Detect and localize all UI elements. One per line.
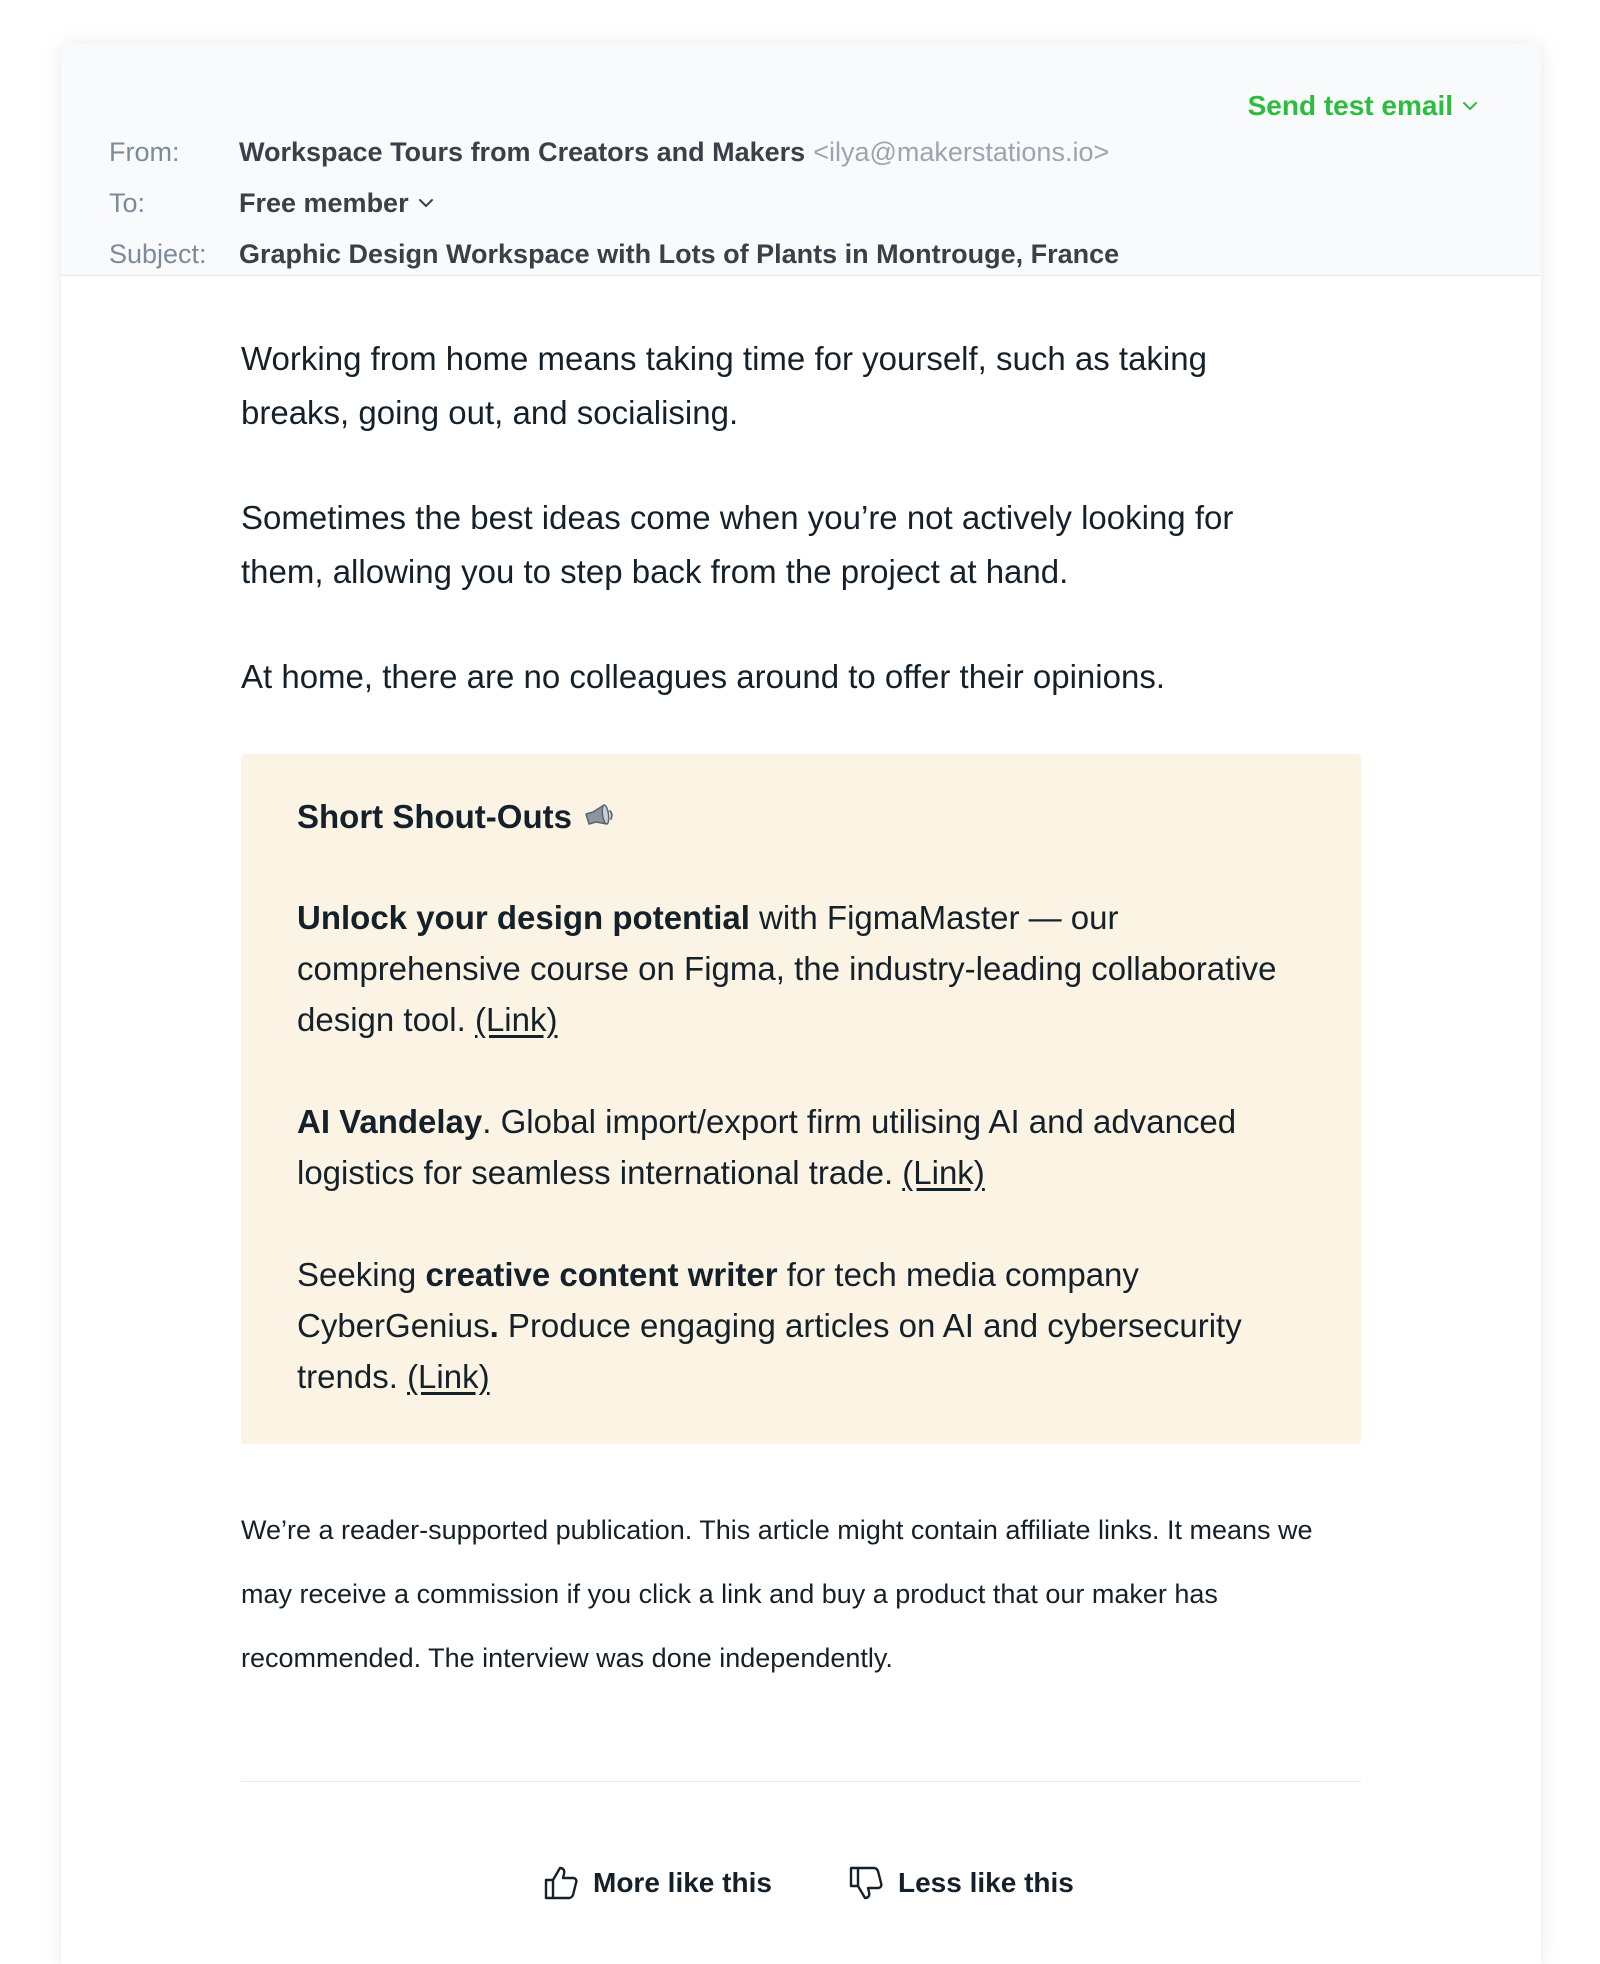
subject-row [109, 236, 1119, 272]
callout-title-text: Short Shout-Outs [297, 798, 572, 835]
thumbs-up-icon [541, 1863, 581, 1903]
email-preview-card [61, 44, 1541, 1964]
more-like-this-label: More like this [593, 1867, 772, 1898]
to-row [109, 185, 435, 221]
shout-out-bold: AI Vandelay [297, 1103, 483, 1140]
shout-out-item [297, 1096, 1307, 1198]
body-paragraph: Sometimes the best ideas come when you’re not actively looking for them, allowing you to step back from the project at hand. [241, 499, 1234, 590]
shout-outs-callout [241, 754, 1361, 1444]
shout-out-text: with FigmaMaster — our comprehensive course on Figma, the industry-leading collaborative design tool. [297, 899, 1277, 1038]
to-value: Free member [239, 187, 409, 218]
recipient-dropdown[interactable] [239, 188, 435, 219]
chevron-down-icon [417, 194, 435, 212]
subject-label: Subject: [109, 238, 207, 269]
from-email: <ilya@makerstations.io> [813, 136, 1110, 167]
shout-out-link[interactable]: (Link) [902, 1154, 985, 1191]
more-like-this-button[interactable] [541, 1858, 772, 1908]
from-label: From: [109, 136, 180, 167]
body-paragraph: Working from home means taking time for yourself, such as taking breaks, going out, and socialising. [241, 340, 1207, 431]
shout-out-bold: . [489, 1307, 499, 1344]
shout-out-text: . Global import/export firm utilising AI and advanced logistics for seamless international trade. [297, 1103, 1237, 1191]
shout-out-link[interactable]: (Link) [407, 1358, 490, 1395]
divider [241, 1781, 1361, 1782]
shout-out-prefix: Seeking [297, 1256, 426, 1293]
chevron-down-icon [1461, 97, 1479, 115]
shout-out-text: Produce engaging articles on AI and cybersecurity trends. [297, 1307, 1242, 1395]
send-test-email-button[interactable] [1248, 88, 1479, 124]
shout-out-mid: for tech media company CyberGenius [297, 1256, 1139, 1344]
shout-out-bold: creative content writer [425, 1256, 778, 1293]
to-label: To: [109, 187, 146, 218]
shout-out-link[interactable]: (Link) [474, 1001, 558, 1038]
affiliate-disclaimer: We’re a reader-supported publication. This article might contain affiliate links. It means we may receive a commission if you click a link and buy a product that our maker has recommended. The interview was done independently. [241, 1515, 1313, 1673]
thumbs-down-icon [846, 1863, 886, 1903]
send-test-email-label: Send test email [1247, 90, 1453, 121]
body-paragraph: At home, there are no colleagues around to offer their opinions. [241, 658, 1165, 695]
shout-out-item [297, 1249, 1307, 1402]
email-header [61, 44, 1541, 276]
from-name: Workspace Tours from Creators and Makers [239, 136, 806, 167]
shout-out-bold: Unlock your design potential [297, 899, 750, 936]
speaker-icon [582, 802, 616, 832]
subject-value: Graphic Design Workspace with Lots of Plants in Montrouge, France [239, 238, 1120, 269]
callout-title [297, 798, 616, 836]
less-like-this-label: Less like this [898, 1867, 1074, 1898]
from-row [109, 134, 1109, 170]
shout-out-item [297, 892, 1307, 1045]
less-like-this-button[interactable] [846, 1858, 1074, 1908]
